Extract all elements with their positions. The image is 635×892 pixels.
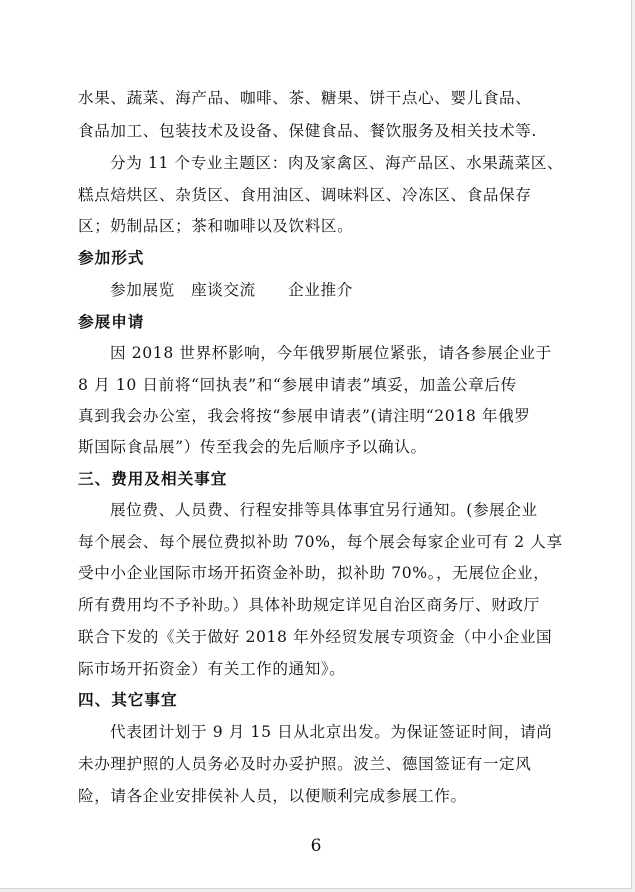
text-line: 每个展会、每个展位费拟补助 70%，每个展会每家企业可有 2 人享 [78, 533, 563, 551]
text-line: 代表团计划于 9 月 15 日从北京出发。为保证签证时间，请尚 [110, 723, 553, 741]
text-line: 糕点焙烘区、杂货区、食用油区、调味料区、冷冻区、食品保存 [78, 186, 532, 204]
text-line: 未办理护照的人员务必及时办妥护照。波兰、德国签证有一定风 [78, 755, 532, 773]
text-line: 所有费用均不予补助。）具体补助规定详见自治区商务厅、财政厅 [78, 596, 540, 614]
text-line: 8 月 10 日前将“回执表”和“参展申请表”填妥，加盖公章后传 [78, 376, 517, 394]
text-line: 因 2018 世界杯影响，今年俄罗斯展位紧张，请各参展企业于 [110, 344, 552, 362]
text-line: 受中小企业国际市场开拓资金补助，拟补助 70%。，无展位企业， [78, 564, 550, 582]
text-line: 食品加工、包装技术及设备、保健食品、餐饮服务及相关技术等. [78, 122, 537, 140]
text-line: 参加展览 座谈交流 企业推介 [110, 281, 353, 299]
text-line: 真到我会办公室，我会将按“参展申请表”(请注明“2018 年俄罗 [78, 407, 531, 425]
text-line: 斯国际食品展”）传至我会的先后顺序予以确认。 [78, 438, 427, 456]
section-heading: 四、其它事宜 [78, 690, 178, 709]
text-line: 险，请各企业安排侯补人员，以便顺利完成参展工作。 [78, 787, 467, 805]
text-line: 际市场开拓资金）有关工作的通知》。 [78, 660, 346, 678]
text-line: 区；奶制品区；茶和咖啡以及饮料区。 [78, 217, 354, 235]
section-heading: 参展申请 [78, 312, 145, 331]
section-heading: 参加形式 [78, 248, 145, 267]
section-heading: 三、费用及相关事宜 [78, 469, 228, 488]
text-line: 水果、蔬菜、海产品、咖啡、茶、糖果、饼干点心、婴儿食品、 [78, 89, 532, 107]
page-number: 6 [310, 836, 322, 856]
text-line: 联合下发的《关于做好 2018 年外经贸发展专项资金（中小企业国 [78, 628, 553, 646]
text-line: 分为 11 个专业主题区：肉及家禽区、海产品区、水果蔬菜区、 [110, 154, 564, 172]
text-line: 展位费、人员费、行程安排等具体事宜另行通知。(参展企业 [110, 501, 538, 519]
